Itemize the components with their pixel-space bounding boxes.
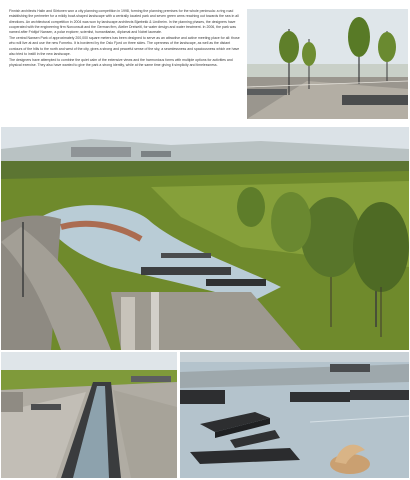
article-text: [9, 9, 241, 69]
photo-stepping-stones: [180, 352, 409, 478]
photo-water-channel: [1, 352, 177, 478]
photo-promenade-trees: [247, 9, 408, 119]
article-paragraph: The designers have attempted to combine the quiet calm of the extensive views and the harmonious forms with multiple options for activities and physical exercise. They also have wanted to give the park a strong identity, while at the same time giving it simplicity and timelessness.: [9, 57, 233, 68]
article-paragraph: The central Nansen Park of approximately 200,000 square meters has been designed to serve as an attractive and active meeting place for all: those who will live at and use the new Fornebu. It is bordered by the Oslo Fjord on three sides. The openness of the landscape, as well as the distant contours of the hills to the north and west of the city, gives a strong and peaceful sense of the sky, a seamlessness and spaciousness which we have also tried to instill in the new landscape.: [9, 36, 240, 56]
photo-nansen-park-water: [1, 127, 409, 350]
article-paragraph: Finnish architects Halin and Siirtonen won a city planning competition in 1998, forming the planning premises for the whole peninsula: a ring road establishing the perimeter for a mildly bowl-shaped landscape with a centrally located park and seven green arms reaching out towards the sea in all directions. An architectural competition in 2004 was won by landscape architects Bjørbekk & Lindheim. In the planning phases, the designers have cooperated with the engineering firm Norconsult and the German firm, Atelier Dreiseitl, for water design and water treatment. In 2006, the park was named after Fridtjof Nansen, a polar explorer, scientist, humanitarian, diplomat and Nobel laureate.: [9, 9, 239, 35]
